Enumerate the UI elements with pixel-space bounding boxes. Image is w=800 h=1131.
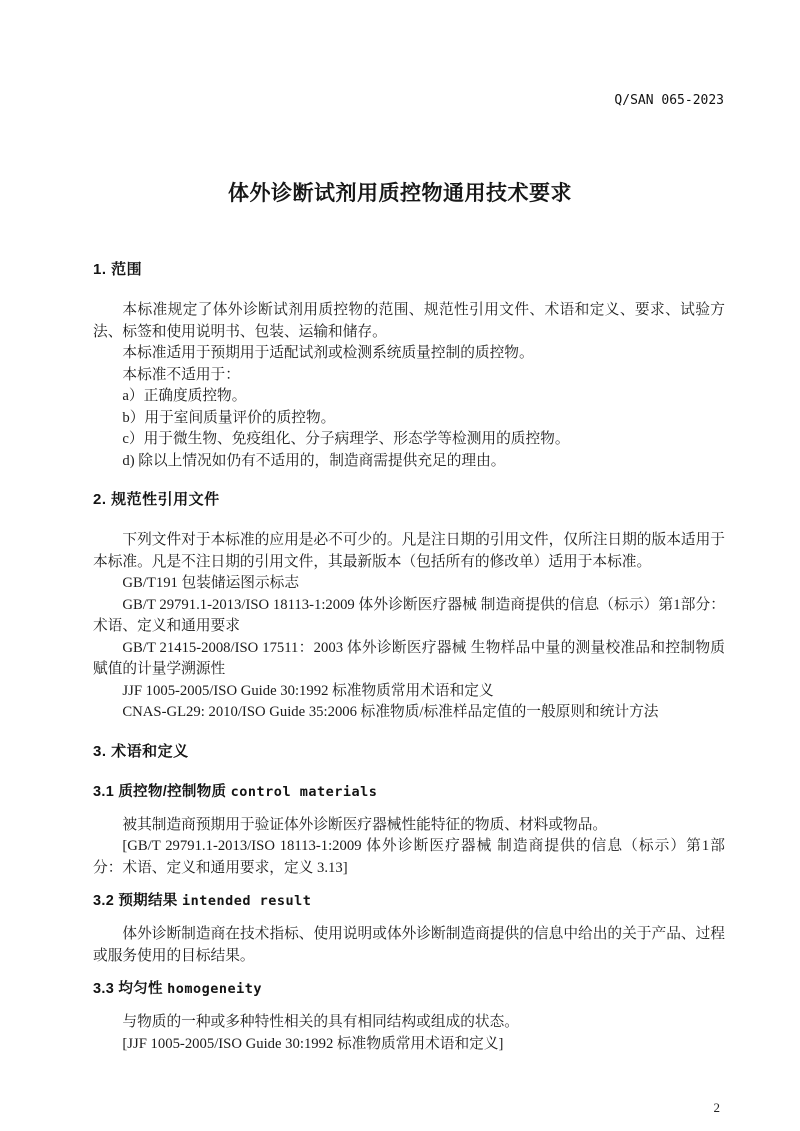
term-3-1-heading [93,782,725,802]
document-title: 体外诊断试剂用质控物通用技术要求 [228,182,572,205]
term-3-2-definition: 体外诊断制造商在技术指标、使用说明或体外诊断制造商提供的信息中给出的关于产品、过程或服务使用的目标结果。 [93,926,725,964]
document-body [93,242,725,1055]
section-3-heading: 3. 术语和定义 [93,742,189,760]
page-number: 2 [713,1100,720,1115]
term-3-2-heading-en: intended result [181,893,312,909]
list-item-b: b）用于室间质量评价的质控物。 [122,409,336,426]
list-item-a: a）正确度质控物。 [122,388,247,404]
term-3-1-source: [GB/T 29791.1-2013/ISO 18113-1:2009 体外诊断医疗器械 制造商提供的信息（标示）第1部分：术语、定义和通用要求，定义 3.13] [93,838,725,876]
reference-item: GB/T 21415-2008/ISO 17511：2003 体外诊断医疗器械 生物样品中量的测量校准品和控制物质赋值的计量学溯源性 [93,639,725,677]
reference-item: GB/T 29791.1-2013/ISO 18113-1:2009 体外诊断医疗器械 制造商提供的信息（标示）第1部分：术语、定义和通用要求 [93,596,725,634]
reference-item: CNAS-GL29: 2010/ISO Guide 35:2006 标准物质/标准样品定值的一般原则和统计方法 [122,704,659,720]
list-item-c: c）用于微生物、免疫组化、分子病理学、形态学等检测用的质控物。 [122,431,570,447]
reference-item: JJF 1005-2005/ISO Guide 30:1992 标准物质常用术语和定义 [122,682,494,699]
term-3-2-heading [93,891,725,911]
term-3-1-definition: 被其制造商预期用于验证体外诊断医疗器械性能特征的物质、材料或物品。 [122,816,608,833]
section-2-heading: 2. 规范性引用文件 [93,491,220,508]
term-3-3-heading-en: homogeneity [167,981,263,997]
list-item-d: d) 除以上情况如仍有不适用的，制造商需提供充足的理由。 [122,452,506,469]
term-3-1-heading-zh: 3.1 质控物/控制物质 [93,783,227,800]
section-1-paragraph: 本标准不适用于： [122,366,240,383]
section-1-paragraph: 本标准适用于预期用于适配试剂或检测系统质量控制的质控物。 [122,345,534,361]
document-number: Q/SAN 065-2023 [614,93,724,108]
term-3-3-heading [93,979,725,999]
term-3-3-source: [JJF 1005-2005/ISO Guide 30:1992 标准物质常用术语和定义] [122,1035,504,1052]
term-3-1-heading-en: control materials [230,783,378,800]
reference-item: GB/T191 包装储运图示标志 [122,575,300,591]
section-2-paragraph: 下列文件对于本标准的应用是必不可少的。凡是注日期的引用文件，仅所注日期的版本适用于本标准。凡是不注日期的引用文件，其最新版本（包括所有的修改单）适用于本标准。 [93,532,725,570]
term-3-3-heading-zh: 3.3 均匀性 [93,981,163,997]
section-1-paragraph: 本标准规定了体外诊断试剂用质控物的范围、规范性引用文件、术语和定义、要求、试验方法、标签和使用说明书、包装、运输和储存。 [93,302,725,340]
section-1-heading: 1. 范围 [93,261,143,278]
term-3-2-heading-zh: 3.2 预期结果 [93,893,178,909]
term-3-3-definition: 与物质的一种或多种特性相关的具有相同结构或组成的状态。 [122,1014,519,1030]
